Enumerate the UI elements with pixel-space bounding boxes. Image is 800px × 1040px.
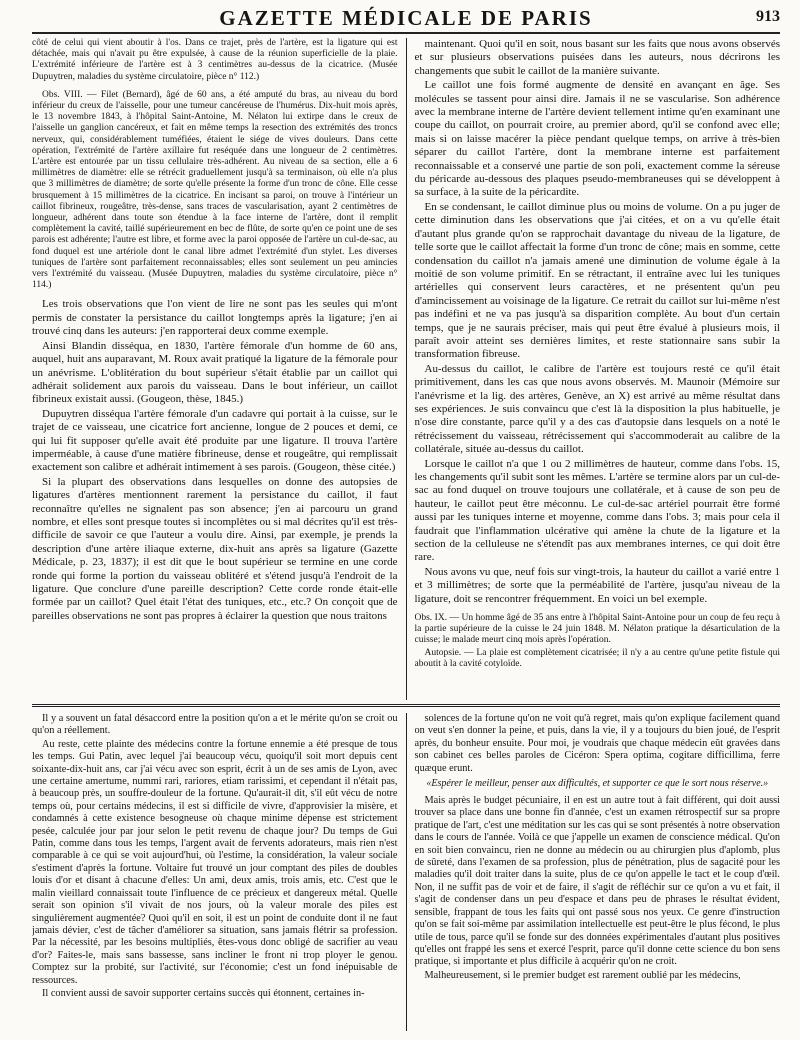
column-divider [406, 38, 407, 700]
column-divider [406, 713, 407, 1031]
paragraph: solences de la fortune qu'on ne voit qu'à regret, mais qu'on explique facilement quand on veut s'en donner la peine, et puis, dans la vie, il y a toujours du bien joué, de l'esprit après, du bonheur ensuite. Pour moi, je voudrais que chaque médecin eût gravées dans son cabinet ces belles paroles de Cicéron: Spera optima, cogitare difficillima, ferre quæque erunt. [414, 713, 780, 774]
paragraph: Malheureusement, si le premier budget est rarement oublié par les médecins, [424, 969, 741, 981]
body-text-block [415, 38, 781, 606]
paragraph: côté de celui qui vient aboutir à l'os. Dans ce trajet, près de l'artère, est la ligature qui est détachée, mais qui n'avait pu être expulsée, à cause de la réunion superficielle de la plaie. L'extrémité inférieure de l'artère est à 3 centimètres au-dessus de la cicatrice. (Musée Dupuytren, maladies du système circulatoire, pièce n° 112.) [32, 38, 398, 82]
observation-ix: Obs. IX. — Un homme âgé de 35 ans entre à l'hôpital Saint-Antoine pour un coup de feu reçu à la partie supérieure de la cuisse le 24 juin 1848. M. Nélaton pratique la désarticulation de la cuisse; le malade meurt cinq mois après l'opération. [414, 613, 780, 646]
page-number: 913 [756, 8, 780, 25]
lower-right-column [415, 713, 781, 1031]
small-print-block [32, 38, 398, 291]
autopsy-paragraph: Autopsie. — La plaie est complètement cicatrisée; il n'y a au centre qu'une petite fistule qui aboutit à la cavité cotyloïde. [414, 647, 780, 669]
masthead-rule [32, 32, 780, 34]
paragraph: Le caillot une fois formé augmente de densité en avançant en âge. Ses molécules se tassent pour ainsi dire. Jamais il ne se vascularise. Son adhérence avec la membrane interne de l'artère devient tellement intime qu'en examinant une coupe du caillot, on pourrait croire, au premier abord, qu'il se confond avec elle; mais si on laisse macérer la pièce pendant quelque temps, on arrive à très-bien séparer du caillot l'artère, dont la membrane interne est parfaitement reconnaissable et a conservé une partie de son poli, exactement comme la séreuse du péricarde au-dessous des plaques pseudo-membraneuses qui se développent à sa surface, à la suite de la péricardite. [414, 79, 780, 199]
paragraph: Au reste, cette plainte des médecins contre la fortune ennemie a été presque de tous les temps. Gui Patin, avec lequel j'ai beaucoup vécu, quoiqu'il soit mort depuis cent soixante-dix-huit ans, car j'ai vécu avec son esprit, écrit à un de ses amis de Lyon, avec une certaine amertume, nummi rari, rariores, etiam rarissimi, et cependant il n'était pas, à beaucoup près, un souffre-douleur de la fortune. Qu'aurait-il dit, s'il eût vécu de notre temps où, pour certains médecins, il est si difficile de vivre, d'approvisier la misère, et condamnés à cette existence besogneuse où chaque minime dépense est strictement pesée, calculée jour par jour selon le petit revenu de chaque jour? Du temps de Gui Patin, comme dans tous les temps, l'argent avait de fervents adorateurs, mais rien n'est comparable à ce qui se voit aujourd'hui, où l'estime, la considération, la valeur sociale s'estiment d'après la fortune. Voltaire fut trouvé un jour comptant des piles de doubles louis d'or et disant à chacune d'elles: Un ami, deux amis, trois amis, etc. C'est que le malin vieillard connaissait toute l'influence de ce précieux et dangereux métal. Quelle serait son opinion s'il vivait de nos jours, où la valeur morale des piles est singulièrement augmentée? Quoi qu'il en soit, il est un point de conduite dont il ne faut jamais dévier, c'est de tâcher d'améliorer sa situation, sans jamais flétrir sa profession. Par la nécessité, par les besoins multipliés, êtes-vous donc obligé de sacrifier au veau d'or? Faites-le, mais sans bassesse, sans incliner le front ni trop ployer le genou. Comptez sur la probité, sur l'activité, sur l'économie; c'est un fond inépuisable de ressources. [32, 738, 398, 986]
small-print-block [415, 613, 781, 670]
newspaper-title: GAZETTE MÉDICALE DE PARIS [219, 6, 593, 30]
paragraph: Il convient aussi de savoir supporter certains succès qui étonnent, certaines in- [42, 987, 365, 999]
lower-left-column [32, 713, 398, 1031]
paragraph: Ainsi Blandin disséqua, en 1830, l'artère fémorale d'un homme de 60 ans, auquel, huit ans auparavant, M. Roux avait pratiqué la ligature de la fémorale pour un anévrisme. L'oblitération du bout supérieur s'était établie par un caillot qui adhérait solidement aux parois du vaisseau. Dans le bout inférieur, un caillot fibrineux existait aussi. (Gougeon, thèse, 1845.) [32, 339, 398, 406]
upper-left-column [32, 38, 398, 700]
feuilleton-rule [32, 704, 780, 707]
upper-section [32, 38, 780, 700]
paragraph: Si la plupart des observations dans lesquelles on donne des autopsies de ligatures d'artères mentionnent rarement la persistance du caillot, il faut reconnaître qu'elles ne signalent pas son absence; j'en ai parcouru un grand nombre, et elles sont presque toutes si incomplètes ou si mal décrites qu'il est très-difficile de savoir ce que l'auteur a voulu dire. Ainsi, par exemple, je prends la description d'une artère iliaque externe, dix-huit ans après sa ligature (Gazette Médicale, p. 23, 1837); il est dit que le bout supérieur se termine en une corde ronde qui forme la portion du vaisseau oblitéré et s'étend jusqu'à l'endroit de la ligature. Que conclure d'une pareille description? Cette corde ronde était-elle formée par un caillot? Quel était l'état des tuniques, etc., etc.? On conçoit que de pareilles observations ne sont pas propres à éclairer la question que nous traitons [32, 475, 398, 622]
paragraph: Nous avons vu que, neuf fois sur vingt-trois, la hauteur du caillot a varié entre 1 et 3 millimètres; de sorte que la perméabilité de l'artère, jusqu'au niveau de la ligature, doit se rencontrer fréquemment. En voici un bel exemple. [414, 565, 780, 605]
upper-right-column [415, 38, 781, 700]
paragraph: Dupuytren disséqua l'artère fémorale d'un cadavre qui portait à la cuisse, sur le trajet de ce vaisseau, une cicatrice fort ancienne, longue de 2 pouces et demi, ce qui lui fit supposer qu'elle avait été produite par une ligature. Il trouva l'artère imperméable, à cause d'une matière fibrineuse, dense et rougeâtre, qui remplissait exactement son calibre et adhérait intimement à ses parois. (Gougeon, thèse citée.) [32, 407, 398, 474]
paragraph: Au-dessus du caillot, le calibre de l'artère est toujours resté ce qu'il était primitivement, dans les cas que nous avons observés. M. Maunoir (Mémoire sur l'anévrisme et la lig. des artères, Genève, an X) est arrivé au même résultat dans ses expériences. Je suis convaincu que c'est là la disposition la plus habituelle, je n'ose dire constante, parce qu'il y a des cas d'autopsie dans lesquels on a noté le rétrécissement du vaisseau, rétrécissement qui s'accommoderait au calibre de la collatérale, située au-dessus du caillot. [414, 362, 780, 456]
paragraph: En se condensant, le caillot diminue plus ou moins de volume. On a pu juger de cette diminution dans les observations que j'ai citées, et on a vu qu'elle était d'autant plus grande qu'on se rapprochait davantage du niveau de la ligature, de telle sorte que le caillot affectait la forme d'un tronc de cône; mais en somme, cette condensation du caillot n'a jamais amené une diminution de volume égale à la moitié de son volume primitif. En se rétractant, il entraîne avec lui les tuniques artérielles qui conservent leurs caractères, et ne présentent qu'un peu d'amincissement au voisinage de la ligature. Ce retrait du caillot sur lui-même n'est pas indéfini et ne va pas jusqu'à sa disparition complète. Au bout d'un certain temps, que je ne saurais préciser, mais qui peut être évalué à plusieurs mois, il paraît avoir atteint ses dernières limites, et reste stationnaire sans subir la transformation fibreuse. [414, 200, 780, 361]
paragraph: Mais après le budget pécuniaire, il en est un autre tout à fait différent, qui doit aussi trouver sa place dans une bonne fin d'année, c'est un examen rétrospectif sur sa propre pratique de l'art, c'est une méditation sur les cas qui se sont présentés à notre observation dans le cours de l'année. Voilà ce que j'appelle un examen de conscience médical. Qu'on en soit bien convaincu, rien ne donne au médecin ou au chirurgien plus d'aplomb, plus de sûreté, dans l'examen de sa profession, plus de pénétration, plus de sagacité pour les maladies qu'il doit traiter dans la suite, plus de ce qu'on appelle le tact et le coup d'œil. Non, il ne suffit pas de voir et de faire, il s'agit de réfléchir sur ce qu'on a vu et fait, il s'agit de condenser dans un peu d'espace et dans peu de phrases le résultat évident, sensible, frappant de tous les faits qui ont passé sous nos yeux. Ce genre d'instruction qu'on se fait soi-même par assimilation intellectuelle est peut-être le plus fécond, le plus utile de tous, parce qu'il se fonde sur des données expérimentales d'autant plus positives qu'elles ont frappé les sens et exercé l'esprit, parce qu'il donne cette science du bon sens pratique, si importante et plus difficile à acquérir qu'on ne croit. [414, 795, 780, 968]
paragraph: Il y a souvent un fatal désaccord entre la position qu'on a et le mérite qu'on se croit ou qu'on a réellement. [32, 713, 398, 737]
body-text-block [32, 298, 398, 623]
paragraph: maintenant. Quoi qu'il en soit, nous basant sur les faits que nous avons observés et sur plusieurs observations puisées dans les auteurs, nous décrirons les changements que subit le caillot de la manière suivante. [414, 38, 780, 77]
observation-viii: Obs. VIII. — Filet (Bernard), âgé de 60 ans, a été amputé du bras, au niveau du bord inférieur du creux de l'aisselle, pour une tumeur cancéreuse de l'humérus. Dix-huit mois après, le 13 novembre 1843, à l'hôpital Saint-Antoine, M. Nélaton lui extirpe dans le creux de l'aisselle un ganglion cancéreux, et fait en même temps la resection des extrémités des troncs nerveux, qui, considérablement tuméfiées, étaient le siége de vives douleurs. Dans cette opération, l'extrémité de l'artère axillaire fut reséquée dans une longueur de 2 centimètres. L'artère est entourée par un tissu cellulaire très-adhérent. Au niveau de sa section, elle a 6 millimètres de diamètre: elle se rétrécit graduellement jusqu'à sa terminaison, où elle n'a plus que 3 millimètres de diamètre; de sorte qu'elle présente la forme d'un tronc de cône. Elle cesse brusquement à 15 millimètres de la cicatrice. En incisant sa paroi, on trouve à l'intérieur un caillot fibrineux, rougeâtre, très-dense, sans traces de vascularisation, ayant 2 centimètres de longueur, adhérent dans toute son étendue à la face interne de l'artère, dont il remplit complètement la cavité, taillé supérieurement en bec de flûte, de sorte qu'en ce point une de ses parois est adhérente; l'autre est libre, et forme avec la paroi opposée de l'artère un cul-de-sac, au fond duquel est une artériole dont le canal libre admet l'extrémité d'un stylet. Les diverses tuniques de l'artère sont parfaitement reconnaissables; elles sont seulement un peu amincies vers l'extrémité du vaisseau. (Musée Dupuytren, maladies du système circulatoire, pièce n° 114.) [32, 89, 398, 291]
masthead [32, 4, 780, 32]
paragraph: Lorsque le caillot n'a que 1 ou 2 millimètres de hauteur, comme dans l'obs. 15, les changements qu'il subit sont les mêmes. L'artère se termine alors par un cul-de-sac au fond duquel on trouve toujours une collatérale, et à cause de son peu de hauteur, le caillot peut être méconnu. Le cul-de-sac artériel pourrait être formé aussi par les tuniques interne et moyenne, comme dans l'obs. 3; mais pour cela il faudrait que l'inflammation ulcérative qui amène la chute de la ligature et la section de la celluleuse ne s'étendît pas aux membranes internes, ce qui doit être rare. [414, 457, 780, 564]
lower-section [32, 713, 780, 1031]
paragraph: Les trois observations que l'on vient de lire ne sont pas les seules qui m'ont permis de constater la persistance du caillot longtemps après la ligature; j'en ai trouvé cinq dans les auteurs: j'en rapporterai deux comme exemple. [32, 298, 398, 338]
cicero-quote: «Espérer le meilleur, penser aux difficultés, et supporter ce que le sort nous réserve.» [426, 778, 769, 790]
